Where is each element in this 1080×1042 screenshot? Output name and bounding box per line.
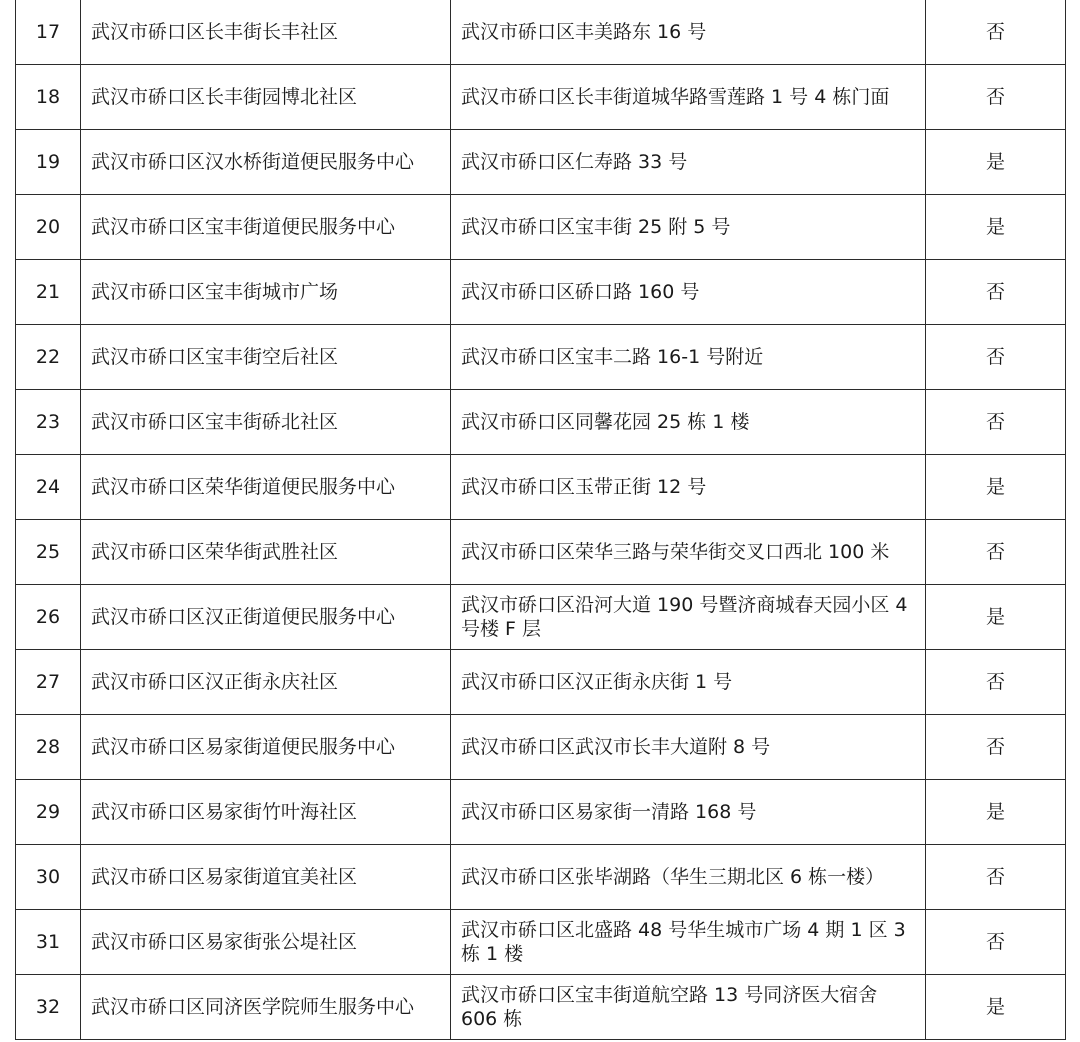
flag-cell: 是 [926,975,1066,1040]
table-row [16,455,1066,520]
table-row [16,650,1066,715]
row-number-cell: 25 [16,520,81,585]
table-row [16,130,1066,195]
table-row [16,0,1066,65]
table-row [16,390,1066,455]
location-name-cell: 武汉市硚口区荣华街道便民服务中心 [81,455,451,520]
location-name-cell: 武汉市硚口区汉水桥街道便民服务中心 [81,130,451,195]
row-number-cell: 22 [16,325,81,390]
address-cell: 武汉市硚口区张毕湖路（华生三期北区 6 栋一楼） [451,845,926,910]
row-number-cell: 20 [16,195,81,260]
table-row [16,975,1066,1040]
location-name-cell: 武汉市硚口区宝丰街空后社区 [81,325,451,390]
flag-cell: 是 [926,195,1066,260]
row-number-cell: 21 [16,260,81,325]
row-number-cell: 18 [16,65,81,130]
location-name-cell: 武汉市硚口区同济医学院师生服务中心 [81,975,451,1040]
address-cell: 武汉市硚口区丰美路东 16 号 [451,0,926,65]
location-name-cell: 武汉市硚口区长丰街长丰社区 [81,0,451,65]
location-name-cell: 武汉市硚口区荣华街武胜社区 [81,520,451,585]
flag-cell: 否 [926,390,1066,455]
row-number-cell: 24 [16,455,81,520]
location-name-cell: 武汉市硚口区汉正街永庆社区 [81,650,451,715]
table-row [16,520,1066,585]
table-row [16,780,1066,845]
location-name-cell: 武汉市硚口区易家街张公堤社区 [81,910,451,975]
address-cell: 武汉市硚口区易家街一清路 168 号 [451,780,926,845]
flag-cell: 否 [926,65,1066,130]
flag-cell: 是 [926,455,1066,520]
table-body [16,0,1066,1040]
address-cell: 武汉市硚口区长丰街道城华路雪莲路 1 号 4 栋门面 [451,65,926,130]
flag-cell: 是 [926,130,1066,195]
row-number-cell: 23 [16,390,81,455]
row-number-cell: 19 [16,130,81,195]
location-name-cell: 武汉市硚口区汉正街道便民服务中心 [81,585,451,650]
location-name-cell: 武汉市硚口区宝丰街道便民服务中心 [81,195,451,260]
address-cell: 武汉市硚口区沿河大道 190 号暨济商城春天园小区 4 号楼 F 层 [451,585,926,650]
flag-cell: 否 [926,715,1066,780]
address-cell: 武汉市硚口区汉正街永庆街 1 号 [451,650,926,715]
location-name-cell: 武汉市硚口区宝丰街城市广场 [81,260,451,325]
table-row [16,585,1066,650]
address-cell: 武汉市硚口区荣华三路与荣华街交叉口西北 100 米 [451,520,926,585]
address-cell: 武汉市硚口区宝丰街道航空路 13 号同济医大宿舍 606 栋 [451,975,926,1040]
row-number-cell: 31 [16,910,81,975]
flag-cell: 是 [926,585,1066,650]
row-number-cell: 29 [16,780,81,845]
table-row [16,260,1066,325]
location-name-cell: 武汉市硚口区易家街竹叶海社区 [81,780,451,845]
address-cell: 武汉市硚口区宝丰二路 16-1 号附近 [451,325,926,390]
flag-cell: 否 [926,650,1066,715]
location-name-cell: 武汉市硚口区易家街道便民服务中心 [81,715,451,780]
flag-cell: 否 [926,260,1066,325]
flag-cell: 是 [926,780,1066,845]
row-number-cell: 32 [16,975,81,1040]
table-container [15,0,1066,1040]
flag-cell: 否 [926,520,1066,585]
service-location-table [15,0,1066,1040]
table-row [16,325,1066,390]
flag-cell: 否 [926,845,1066,910]
flag-cell: 否 [926,910,1066,975]
table-row [16,845,1066,910]
address-cell: 武汉市硚口区仁寿路 33 号 [451,130,926,195]
table-row [16,910,1066,975]
row-number-cell: 28 [16,715,81,780]
location-name-cell: 武汉市硚口区长丰街园博北社区 [81,65,451,130]
row-number-cell: 26 [16,585,81,650]
location-name-cell: 武汉市硚口区易家街道宜美社区 [81,845,451,910]
table-row [16,65,1066,130]
table-row [16,715,1066,780]
address-cell: 武汉市硚口区玉带正街 12 号 [451,455,926,520]
address-cell: 武汉市硚口区硚口路 160 号 [451,260,926,325]
address-cell: 武汉市硚口区武汉市长丰大道附 8 号 [451,715,926,780]
address-cell: 武汉市硚口区北盛路 48 号华生城市广场 4 期 1 区 3 栋 1 楼 [451,910,926,975]
location-name-cell: 武汉市硚口区宝丰街硚北社区 [81,390,451,455]
row-number-cell: 30 [16,845,81,910]
flag-cell: 否 [926,325,1066,390]
flag-cell: 否 [926,0,1066,65]
row-number-cell: 17 [16,0,81,65]
address-cell: 武汉市硚口区同馨花园 25 栋 1 楼 [451,390,926,455]
table-row [16,195,1066,260]
address-cell: 武汉市硚口区宝丰街 25 附 5 号 [451,195,926,260]
row-number-cell: 27 [16,650,81,715]
